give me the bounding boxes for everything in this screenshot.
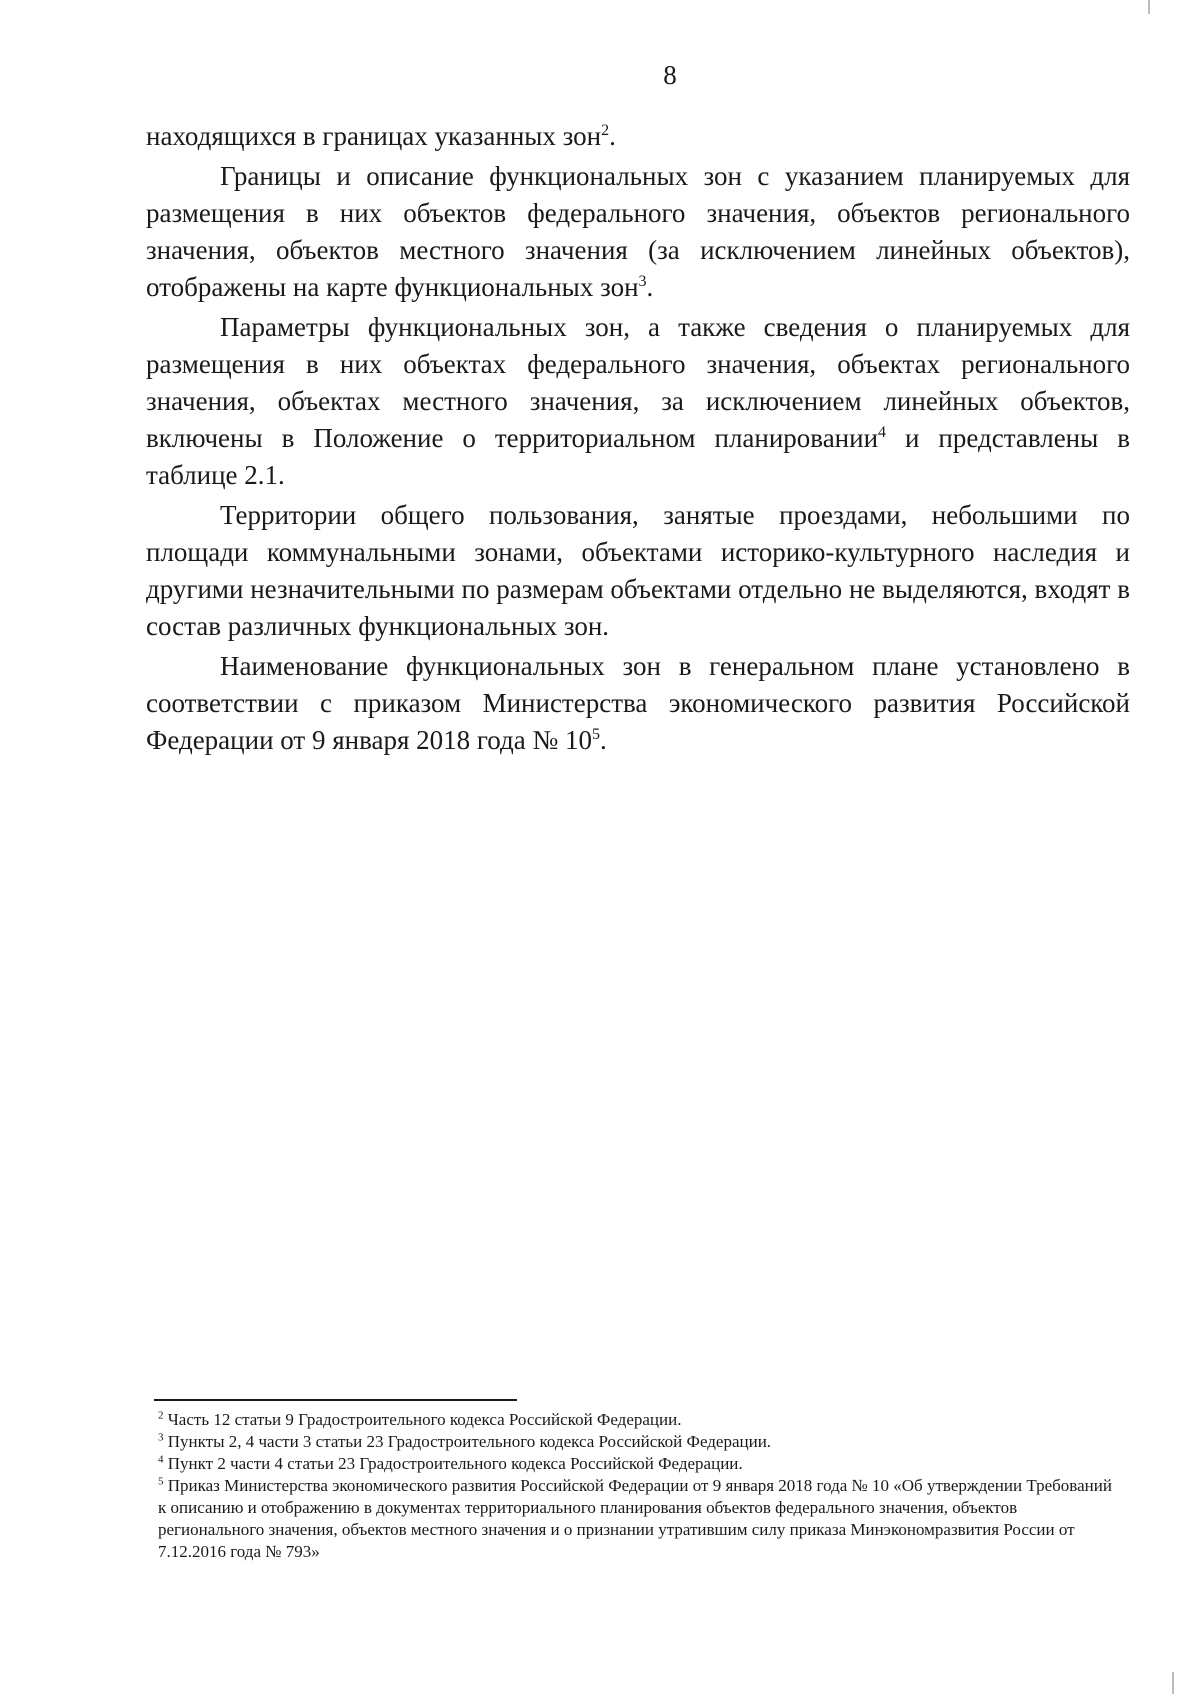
paragraph [146, 309, 1130, 494]
paragraph-tail: . [599, 725, 607, 755]
footnote [158, 1431, 1118, 1453]
footnote-ref: 3 [638, 273, 647, 290]
footnote [158, 1475, 1118, 1563]
paragraph [146, 158, 1130, 306]
footnote [158, 1409, 1118, 1431]
paragraph-tail: . [646, 272, 654, 302]
paragraph-text: Границы и описание функциональных зон с указанием планируемых для размещения в них объектов федерального значения, объектов регионального значения, объектов местного значения (за исключением линейных объектов), отображены на карте функциональных зон [146, 161, 1130, 302]
footnote-number: 5 [158, 1475, 164, 1488]
scan-artifact [1172, 1672, 1174, 1694]
scan-artifact [1148, 0, 1150, 14]
footnote-number: 3 [158, 1431, 164, 1444]
footnote-ref: 2 [601, 122, 610, 139]
page-number: 8 [663, 60, 677, 90]
footnote-number: 4 [158, 1453, 164, 1466]
footnote-text: Пункты 2, 4 части 3 статьи 23 Градостроительного кодекса Российской Федерации. [167, 1432, 772, 1451]
paragraph-text: Наименование функциональных зон в генеральном плане установлено в соответствии с приказом Министерства экономического развития Российской Федерации от 9 января 2018 года № 10 [146, 651, 1130, 755]
paragraph-text: находящихся в границах указанных зон [146, 121, 602, 151]
body-text [146, 118, 1130, 762]
footnote-number: 2 [158, 1409, 164, 1422]
paragraph-text: Параметры функциональных зон, а также сведения о планируемых для размещения в них объектах федерального значения, объектах регионального значения, объектах местного значения, за исключением линейных объектов, включены в Положение о территориальном планировании [146, 312, 1130, 453]
footnotes [158, 1409, 1118, 1563]
footnote-text: Пункт 2 части 4 статьи 23 Градостроительного кодекса Российской Федерации. [167, 1454, 743, 1473]
paragraph [146, 118, 1130, 155]
paragraph-tail: . [609, 121, 616, 151]
paragraph-text: Территории общего пользования, занятые проездами, небольшими по площади коммунальными зонами, объектами историко-культурного наследия и другими незначительными по размерам объектами отдельно не выделяются, входят в состав различных функциональных зон. [146, 500, 1130, 641]
footnote [158, 1453, 1118, 1475]
footnote-text: Часть 12 статьи 9 Градостроительного кодекса Российской Федерации. [167, 1410, 682, 1429]
footnote-separator [154, 1399, 517, 1401]
paragraph [146, 497, 1130, 645]
footnote-ref: 4 [878, 424, 887, 441]
footnote-ref: 5 [591, 726, 600, 743]
footnote-text: Приказ Министерства экономического развития Российской Федерации от 9 января 2018 года № 10 «Об утверждении Требований к описанию и отображению в документах территориального планирования объектов федерального значения, объектов регионального значения, объектов местного значения и о признании утратившим силу приказа Минэкономразвития России от 7.12.2016 года № 793» [158, 1476, 1112, 1561]
paragraph-tail: и представлены в таблице 2.1. [146, 423, 1130, 490]
paragraph [146, 648, 1130, 759]
